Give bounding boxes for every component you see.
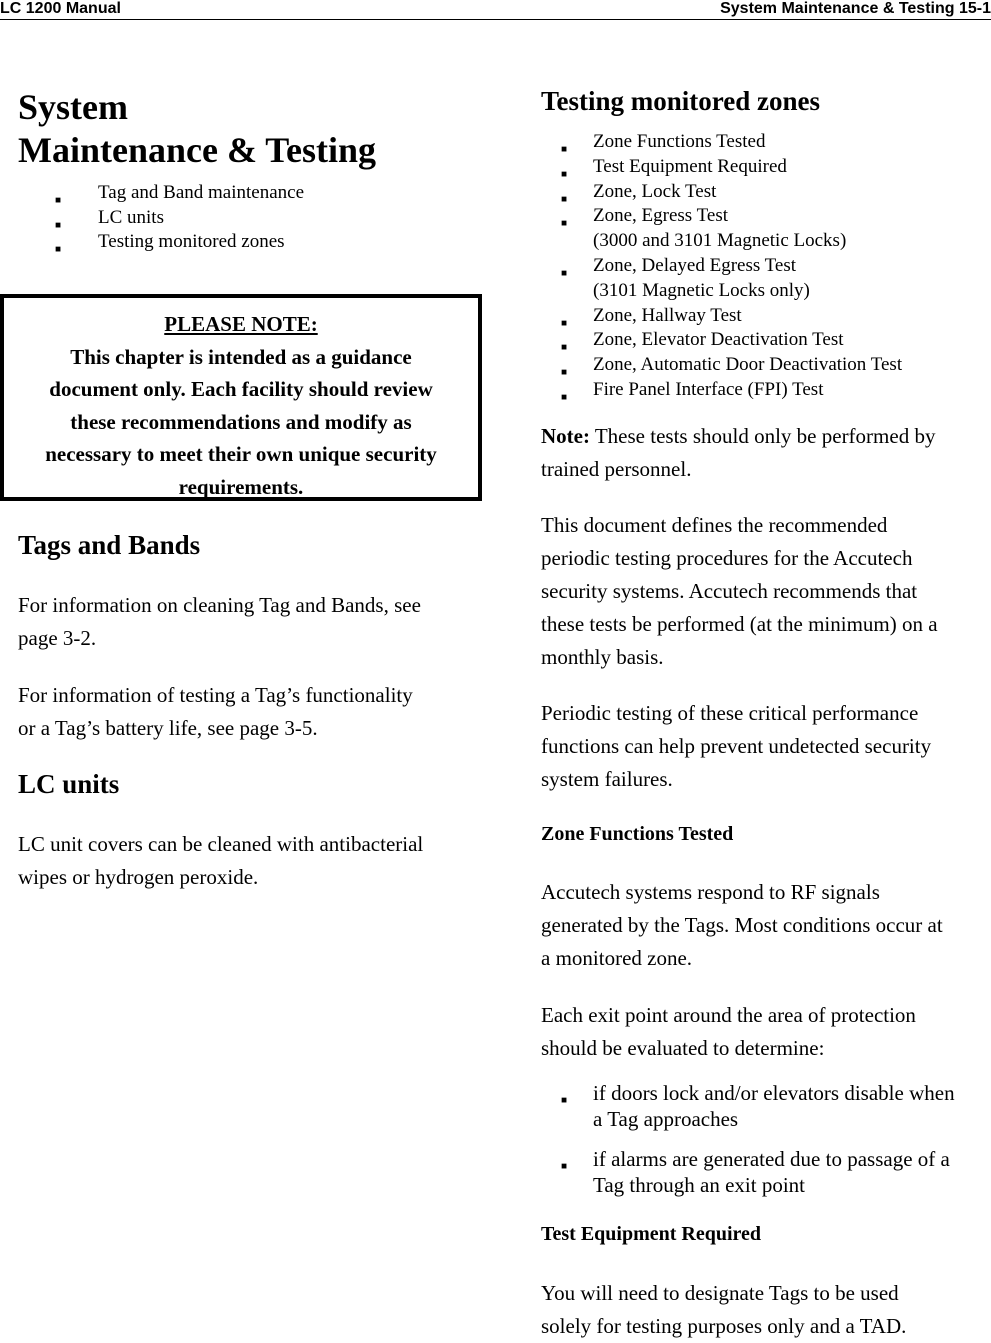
header-manual-title: LC 1200 Manual	[0, 0, 121, 17]
text-line: functions can help prevent undetected security	[541, 734, 932, 758]
bullet-icon: ■	[561, 342, 568, 354]
page-title-line-1: System	[18, 87, 128, 127]
list-item	[541, 328, 991, 353]
note-line: these recommendations and modify as	[70, 409, 412, 434]
list-item	[541, 254, 991, 304]
text-line: Accutech systems respond to RF signals	[541, 880, 880, 904]
list-item	[46, 181, 466, 206]
text-line: page 3-2.	[18, 626, 97, 650]
bullet-icon: ■	[55, 244, 62, 255]
list-item-text: if doors lock and/or elevators disable when	[593, 1081, 955, 1105]
page-title-line-2: Maintenance & Testing	[18, 130, 377, 170]
text-line: wipes or hydrogen peroxide.	[18, 865, 259, 889]
bullet-icon: ■	[55, 219, 62, 231]
please-note-box	[0, 294, 482, 501]
text-line: or a Tag’s battery life, see page 3-5.	[18, 716, 318, 740]
list-item	[541, 353, 991, 378]
testing-topics-list	[541, 130, 991, 403]
note-title: PLEASE NOTE:	[164, 312, 318, 336]
text-line: monthly basis.	[541, 645, 664, 669]
list-item-text: Tag and Band maintenance	[98, 182, 305, 203]
text-line: periodic testing procedures for the Accutech	[541, 546, 913, 570]
bullet-icon: ■	[561, 1095, 568, 1106]
list-item-text: Zone Functions Tested	[593, 131, 766, 152]
list-item-text: Fire Panel Interface (FPI) Test	[593, 378, 824, 400]
bullet-icon: ■	[561, 193, 568, 205]
text-line: trained personnel.	[541, 457, 692, 481]
note-line: requirements.	[178, 474, 304, 499]
intro-paragraph	[541, 509, 938, 674]
note-label: Note:	[541, 424, 590, 448]
bullet-icon: ■	[561, 317, 568, 329]
bullet-icon: ■	[55, 195, 62, 206]
accutech-paragraph	[541, 876, 943, 975]
list-item	[541, 304, 991, 329]
bullet-icon: ■	[561, 367, 568, 379]
bullet-icon: ■	[561, 144, 568, 155]
list-item	[46, 230, 466, 255]
list-item	[46, 206, 466, 231]
tags-paragraph-2	[18, 679, 413, 745]
text-line: For information on cleaning Tag and Bands, see	[18, 593, 421, 617]
note-text: These tests should only be performed by	[589, 424, 936, 448]
note-line: necessary to meet their own unique security	[45, 442, 437, 466]
text-line: a monitored zone.	[541, 946, 693, 970]
list-item	[541, 130, 991, 155]
list-item-text: a Tag approaches	[593, 1107, 739, 1131]
list-item-subtext: (3000 and 3101 Magnetic Locks)	[593, 230, 847, 252]
page-header	[0, 0, 991, 20]
lc-units-paragraph	[18, 828, 423, 894]
text-line: security systems. Accutech recommends that	[541, 579, 918, 603]
exit-point-paragraph	[541, 999, 916, 1065]
text-line: solely for testing purposes only and a TAD.	[541, 1314, 907, 1338]
page-title	[18, 86, 376, 172]
tags-paragraph-1	[18, 589, 421, 655]
list-item	[541, 378, 991, 403]
text-line: these tests be performed (at the minimum) on a	[541, 612, 938, 636]
bullet-icon: ■	[561, 267, 568, 279]
list-item-text: Test Equipment Required	[593, 155, 787, 177]
text-line: Each exit point around the area of protection	[541, 1003, 916, 1027]
list-item-text: LC units	[98, 206, 164, 228]
text-line: generated by the Tags. Most conditions occur at	[541, 913, 943, 937]
text-line: LC unit covers can be cleaned with antibacterial	[18, 832, 424, 856]
note-line: This chapter is intended as a guidance	[70, 344, 412, 369]
list-item-subtext: (3101 Magnetic Locks only)	[593, 279, 810, 301]
periodic-paragraph	[541, 697, 931, 796]
evaluation-list	[541, 1080, 991, 1198]
bullet-icon: ■	[561, 218, 568, 230]
text-line	[541, 420, 935, 453]
text-line: Periodic testing of these critical performance	[541, 701, 919, 725]
list-item	[541, 180, 991, 205]
list-item	[541, 204, 991, 254]
list-item-text: if alarms are generated due to passage of a	[593, 1147, 950, 1171]
chapter-contents	[46, 181, 466, 255]
list-item-text: Tag through an exit point	[593, 1173, 805, 1197]
list-item-text: Zone, Egress Test	[593, 205, 728, 227]
testing-zones-heading: Testing monitored zones	[541, 86, 821, 116]
tags-and-bands-heading: Tags and Bands	[18, 530, 201, 560]
text-line: should be evaluated to determine:	[541, 1036, 825, 1060]
lc-units-heading: LC units	[18, 769, 120, 799]
list-item-text: Zone, Automatic Door Deactivation Test	[593, 354, 903, 376]
text-line: For information of testing a Tag’s functionality	[18, 683, 413, 707]
list-item	[541, 155, 991, 180]
note-line: document only. Each facility should review	[49, 377, 433, 401]
zone-functions-heading: Zone Functions Tested	[541, 823, 734, 845]
text-line: You will need to designate Tags to be used	[541, 1281, 899, 1305]
text-line: system failures.	[541, 767, 673, 791]
note-paragraph	[541, 420, 935, 486]
bullet-icon: ■	[561, 391, 568, 403]
list-item-text: Testing monitored zones	[98, 231, 285, 252]
test-equipment-paragraph	[541, 1277, 906, 1343]
list-item-text: Zone, Lock Test	[593, 180, 717, 202]
test-equipment-heading: Test Equipment Required	[541, 1223, 762, 1245]
header-section-title: System Maintenance & Testing 15-1	[720, 0, 991, 17]
list-item-text: Zone, Hallway Test	[593, 304, 742, 326]
list-item-text: Zone, Elevator Deactivation Test	[593, 329, 844, 351]
bullet-icon: ■	[561, 1161, 568, 1172]
list-item-text: Zone, Delayed Egress Test	[593, 254, 797, 276]
list-item	[541, 1146, 991, 1198]
text-line: This document defines the recommended	[541, 513, 888, 537]
bullet-icon: ■	[561, 168, 568, 180]
list-item	[541, 1080, 991, 1132]
